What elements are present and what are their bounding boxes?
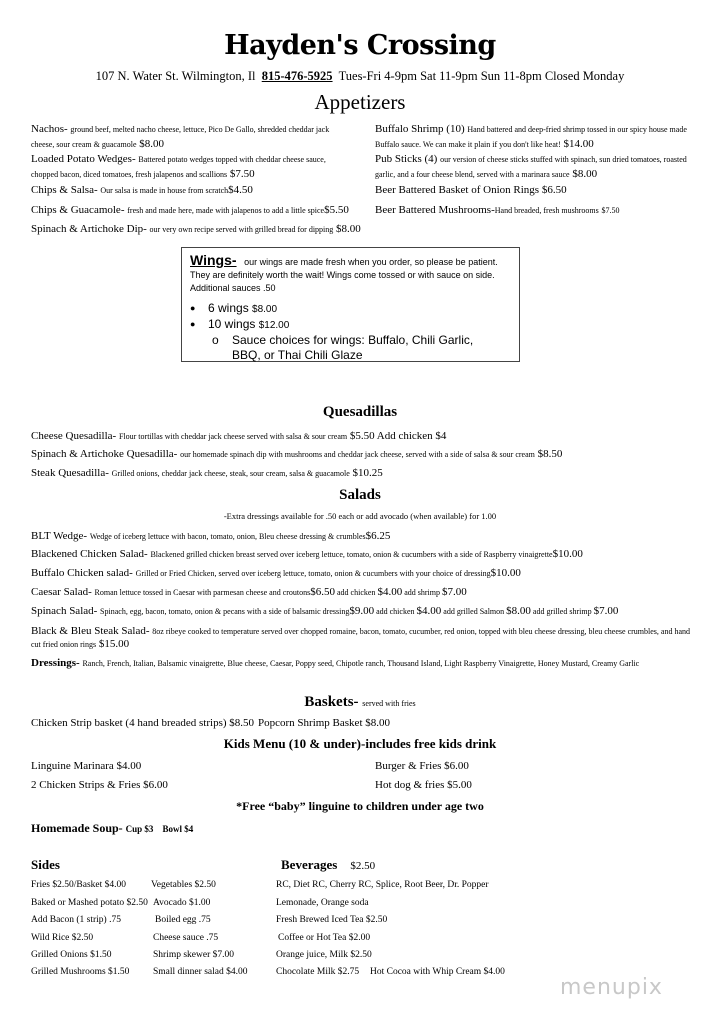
basket-item: Chicken Strip basket (4 hand breaded strips) $8.50 [31,717,255,729]
menu-item: Buffalo Shrimp (10) Hand battered and deep-fried shrimp tossed in our spicy house made Buffalo sauce. We can make it plain if you don't like heat! $14.00 [375,123,687,150]
phone-link[interactable]: 815-476-5925 [261,69,333,83]
menu-item: Loaded Potato Wedges- Battered potato wedges topped with cheddar cheese sauce, chopped bacon, diced tomatoes, fresh jalapenos and scallions $7.50 [31,153,326,180]
side-item: Cheese sauce .75 [153,933,219,943]
beverages-heading: Beverages $2.50 [281,857,376,872]
appetizers-heading: Appetizers [314,90,406,114]
soup-line: Homemade Soup- Cup $3 Bowl $4 [31,821,194,835]
beverage-item: Coffee or Hot Tea $2.00 [278,933,371,943]
side-item: Fries $2.50/Basket $4.00 [31,880,126,890]
kids-item: Linguine Marinara $4.00 [31,760,142,772]
salads-note: -Extra dressings available for .50 each or add avocado (when available) for 1.00 [223,511,497,521]
list-item: ● 6 wings $8.00 [208,301,511,317]
kids-item: Burger & Fries $6.00 [375,760,469,772]
side-item: Wild Rice $2.50 [31,933,94,943]
beverage-item: Lemonade, Orange soda [276,898,369,908]
side-item: Baked or Mashed potato $2.50 [31,898,148,908]
menu-item: Steak Quesadilla- Grilled onions, cheddar jack cheese, steak, sour cream, salsa & guacamole $10.25 [31,467,383,479]
address-line [0,69,720,84]
address: 107 N. Water St. Wilmington, Il [95,69,256,83]
side-item: Shrimp skewer $7.00 [153,950,235,960]
kids-note: *Free “baby” linguine to children under age two [236,799,484,813]
restaurant-title: Hayden's Crossing [224,30,496,61]
side-item: Small dinner salad $4.00 [153,967,248,977]
sides-heading: Sides [31,857,60,872]
beverage-item: Hot Cocoa with Whip Cream $4.00 [370,967,505,977]
menu-item: Black & Bleu Steak Salad- 8oz ribeye cooked to temperature served over chopped romaine, bacon, tomato, cucumber, red onion, topped with bleu cheese dressing, bleu cheese crumbles, and hand cut fried onion rings $15.00 [31,625,690,650]
menu-item: Cheese Quesadilla- Flour tortillas with cheddar jack cheese served with salsa & sour cream $5.50 Add chicken $4 [31,430,447,442]
menupix-watermark: menupix [560,975,663,1000]
beverage-item: Chocolate Milk $2.75 [276,967,360,977]
menu-item: Chips & Salsa- Our salsa is made in house from scratch$4.50 [31,184,253,196]
wings-note: our wings are made fresh when you order, so please be patient. They are definitely worth the wait! Wings come tossed or with sauce on side. Additional sauces .50 [190,257,498,293]
side-item: Boiled egg .75 [155,915,211,925]
kids-heading: Kids Menu (10 & under)-includes free kids drink [223,736,497,751]
side-item: Vegetables $2.50 [151,880,216,890]
menu-item: Beer Battered Mushrooms-Hand breaded, fresh mushrooms $7.50 [375,204,620,216]
basket-item: Popcorn Shrimp Basket $8.00 [258,717,390,729]
wings-box [181,247,520,362]
kids-item: Hot dog & fries $5.00 [375,779,472,791]
side-item: Grilled Mushrooms $1.50 [31,967,130,977]
wings-options [208,301,511,333]
menu-item: BLT Wedge- Wedge of iceberg lettuce with bacon, tomato, onion, Bleu cheese dressing & crumbles$6.25 [31,530,391,542]
beverage-item: Fresh Brewed Iced Tea $2.50 [276,915,388,925]
quesadillas-heading: Quesadillas [322,404,398,420]
dressings-line: Dressings- Ranch, French, Italian, Balsamic vinaigrette, Blue cheese, Caesar, Poppy seed, Chipotle ranch, Thousand Island, Light Raspberry Vinaigrette, Honey Mustard, Creamy Garlic [31,657,640,669]
menu-item: Spinach Salad- Spinach, egg, bacon, tomato, onion & pecans with a side of balsamic dressing$9.00 add chicken $4.00 add grilled Salmon $8.00 add grilled shrimp $7.00 [31,605,619,617]
beverage-item: Orange juice, Milk $2.50 [276,950,372,960]
menu-item: Pub Sticks (4) our version of cheese sticks stuffed with spinach, sun dried tomatoes, roasted garlic, and a four cheese blend, served with a marinara sauce $8.00 [375,153,687,180]
list-item: ● 10 wings $12.00 [208,317,511,333]
salads-heading: Salads [339,487,381,503]
side-item: Avocado $1.00 [153,898,211,908]
menu-item: Blackened Chicken Salad- Blackened grilled chicken breast served over iceberg lettuce, tomato, onion & cucumbers with a side of Raspberry vinaigrette$10.00 [31,548,583,560]
menu-item: Spinach & Artichoke Quesadilla- our homemade spinach dip with mushrooms and cheddar jack cheese, served with a side of salsa & sour cream $8.50 [31,448,563,460]
menu-item: Caesar Salad- Roman lettuce tossed in Caesar with parmesan cheese and croutons$6.50 add chicken $4.00 add shrimp $7.00 [31,586,467,598]
wing-sauces: o Sauce choices for wings: Buffalo, Chili Garlic, BBQ, or Thai Chili Glaze [232,333,502,363]
hours: Tues-Fri 4-9pm Sat 11-9pm Sun 11-8pm Closed Monday [338,69,625,83]
wings-title: Wings- [190,252,237,268]
beverage-item: RC, Diet RC, Cherry RC, Splice, Root Beer, Dr. Popper [276,880,489,890]
menu-item: Nachos- ground beef, melted nacho cheese, lettuce, Pico De Gallo, shredded cheddar jack cheese, sour cream & guacamole $8.00 [31,123,330,150]
side-item: Grilled Onions $1.50 [31,950,112,960]
side-item: Add Bacon (1 strip) .75 [31,915,121,925]
kids-item: 2 Chicken Strips & Fries $6.00 [31,779,168,791]
baskets-heading: Baskets- served with fries [304,694,416,710]
menu-item: Beer Battered Basket of Onion Rings $6.50 [375,184,567,196]
menu-item: Chips & Guacamole- fresh and made here, made with jalapenos to add a little spice$5.50 [31,204,349,216]
menu-item: Spinach & Artichoke Dip- our very own recipe served with grilled bread for dipping $8.00 [31,223,361,235]
menu-item: Buffalo Chicken salad- Grilled or Fried Chicken, served over iceberg lettuce, tomato, onion & cucumbers with your choice of dressing$10.00 [31,567,521,579]
